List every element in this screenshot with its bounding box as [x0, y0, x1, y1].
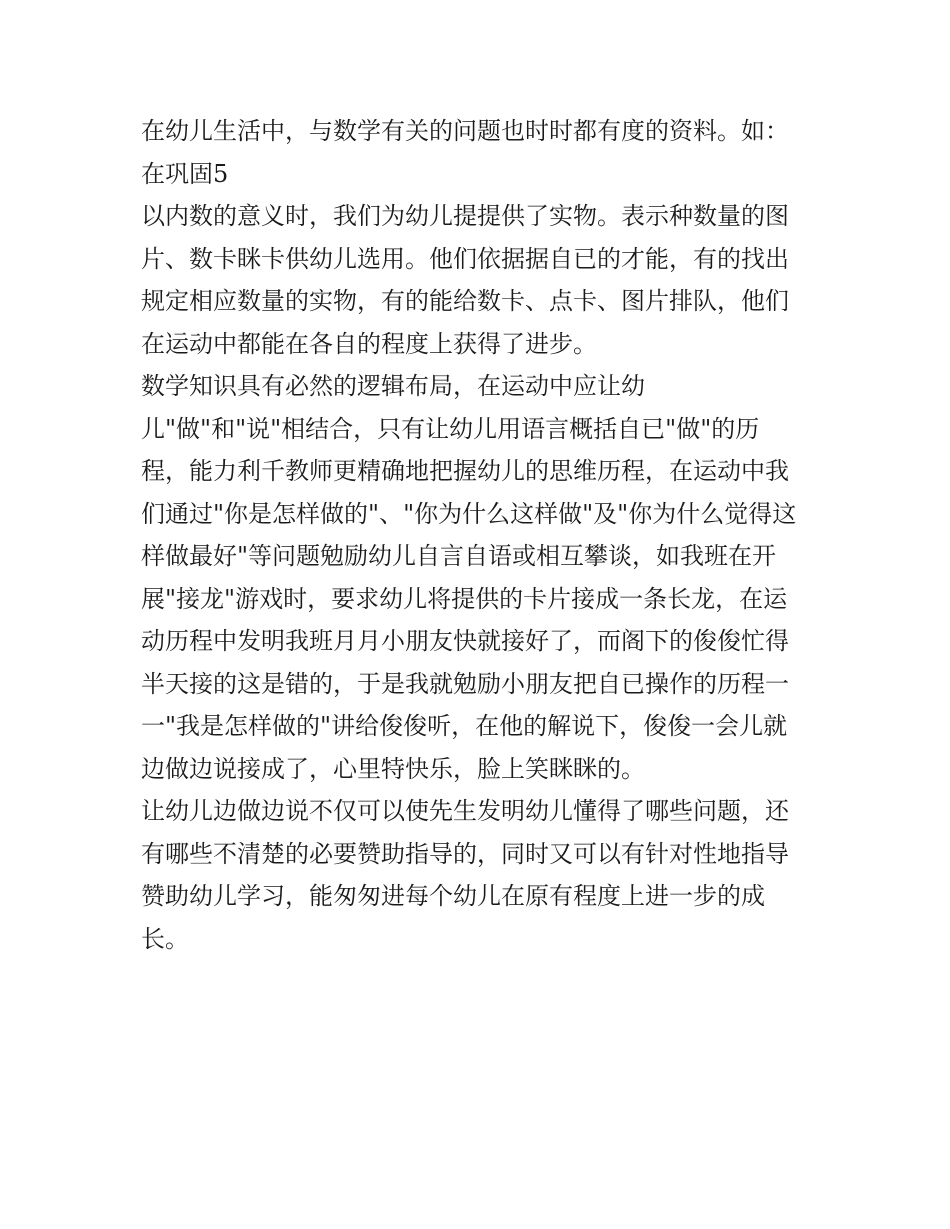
paragraph: 在幼儿生活中，与数学有关的问题也时时都有度的资料。如： 在巩固5: [141, 117, 789, 188]
paragraph: 数学知识具有必然的逻辑布局，在运动中应让幼: [141, 372, 645, 400]
document-body: [141, 110, 821, 960]
paragraph: 儿"做"和"说"相结合，只有让幼儿用语言概括自已"做"的历 程，能力利千教师更精确地把握幼儿的思维历程，在运动中我 们通过"你是怎样做的"、"你为什么这样做"及"你为什么觉得这 样做最好"等问题勉励幼儿自言自语或相互攀谈，如我班在开 展"接龙"游戏时，要求幼儿将提供的卡片接成一条长龙，在运 动历程中发明我班月月小朋友快就接好了，而阁下的俊俊忙得 半天接的这是错的，于是我就勉励小朋友把自已操作的历程一 一"我是怎样做的"讲给俊俊听，在他的解说下，俊俊一会儿就 边做边说接成了，心里特快乐，脸上笑眯眯的。: [141, 414, 797, 783]
paragraph: 让幼儿边做边说不仅可以使先生发明幼儿懂得了哪些问题，还 有哪些不清楚的必要赞助指导的，同时又可以有针对性地指导 赞助幼儿学习，能匆匆进每个幼儿在原有程度上进一步的成 长。: [141, 797, 789, 953]
paragraph: 以内数的意义时，我们为幼儿提提供了实物。表示种数量的图 片、数卡眯卡供幼儿选用。他们依据据自已的才能，有的找出 规定相应数量的实物，有的能给数卡、点卡、图片排队，他们 在运动中都能在各自的程度上获得了进步。: [141, 202, 789, 358]
